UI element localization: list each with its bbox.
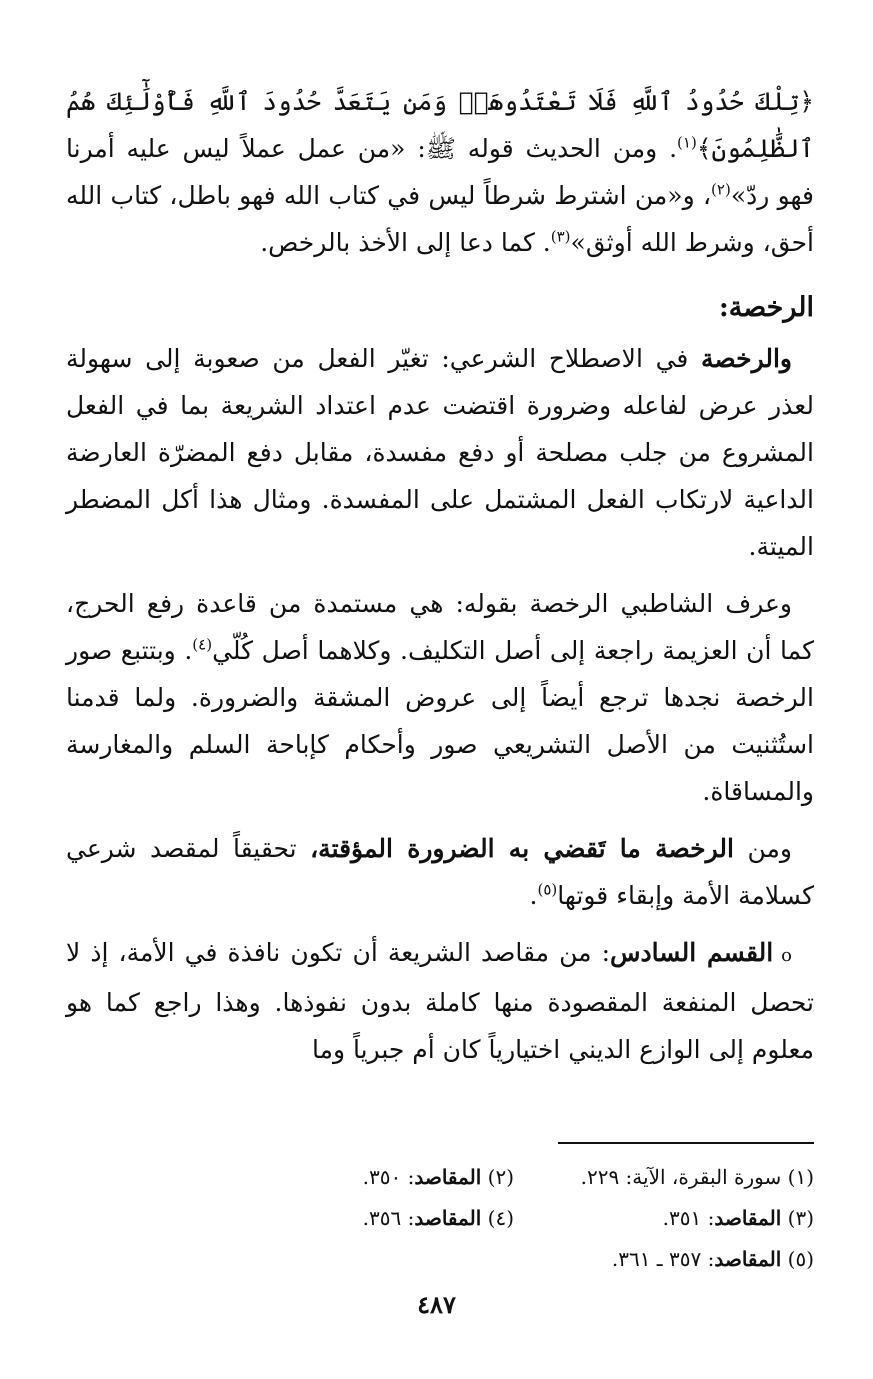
paragraph-text: . وبتتبع صور الرخصة نجدها ترجع أيضاً إلى عروض المشقة والضرورة. ولما قدمنا استُثنيت من الأصل التشريعي صور وأحكام كإباحة السلم والمغارسة والمساقاة. xyxy=(66,636,814,806)
bold-term: والرخصة xyxy=(701,344,792,373)
footnote-text: : ٣٥٠. xyxy=(362,1165,415,1189)
footnote-item xyxy=(514,1157,814,1198)
footnote-item xyxy=(514,1239,814,1280)
footnote-source: المقاصد xyxy=(714,1247,782,1271)
bullet-icon: o xyxy=(781,945,792,966)
footnote-source: المقاصد xyxy=(414,1206,482,1230)
footnote-number: (١) xyxy=(787,1165,814,1189)
paragraph-quran-hadith xyxy=(66,78,814,266)
page-number: ٤٨٧ xyxy=(417,1290,456,1319)
paragraph-shatibi xyxy=(66,580,814,815)
footnote-row xyxy=(214,1239,814,1280)
footnote-ref-4[interactable]: (٤) xyxy=(192,635,213,654)
footnotes xyxy=(214,1157,814,1280)
paragraph-necessity xyxy=(66,825,814,919)
paragraph-text: . كما دعا إلى الأخذ بالرخص. xyxy=(260,228,551,257)
paragraph-text: تحقيقاً لمقصد شرعي كسلامة الأمة وإبقاء قوتها xyxy=(66,834,814,910)
footnote-ref-2[interactable]: (٢) xyxy=(711,180,731,199)
paragraph-text: وعرف الشاطبي الرخصة بقوله: هي مستمدة من قاعدة رفع الحرج، كما أن العزيمة راجعة إلى أصل التكليف. وكلاهما أصل كُلّي xyxy=(66,589,814,665)
footnote-number: (٣) xyxy=(787,1206,814,1230)
footnote-row xyxy=(214,1157,814,1198)
paragraph-definition xyxy=(66,335,814,570)
footnote-number: (٥) xyxy=(787,1247,814,1271)
paragraph-text: . ومن الحديث قوله ﷺ: «من عمل عملاً ليس عليه أمرنا فهو ردّ» xyxy=(66,134,814,210)
footnote-item xyxy=(514,1198,814,1239)
paragraph-text: ، و«من اشترط شرطاً ليس في كتاب الله فهو باطل، كتاب الله أحق، وشرط الله أوثق» xyxy=(66,181,814,257)
footnote-text: : ٣٥٦. xyxy=(362,1206,415,1230)
bold-phrase: الرخصة ما تَقضي به الضرورة المؤقتة، xyxy=(310,834,734,863)
footnote-ref-5[interactable]: (٥) xyxy=(537,880,558,899)
footnote-source: المقاصد xyxy=(714,1206,782,1230)
footnote-ref-1[interactable]: (١) xyxy=(677,133,697,152)
section-heading: الرخصة: xyxy=(718,292,814,323)
footnote-item xyxy=(214,1157,514,1198)
footnote-ref-3[interactable]: (٣) xyxy=(550,227,571,246)
footnote-divider xyxy=(558,1142,814,1144)
paragraph-text: : من مقاصد الشريعة أن تكون نافذة في الأمة، إذ لا تحصل المنفعة المقصودة منها كاملة بدون نفوذها. وهذا راجع كما هو معلوم إلى الوازع الديني اختيارياً كان أم جبرياً وما xyxy=(66,938,814,1064)
footnote-text: سورة البقرة، الآية: ٢٢٩. xyxy=(580,1165,782,1189)
footnote-item xyxy=(214,1198,514,1239)
footnote-source: المقاصد xyxy=(414,1165,482,1189)
paragraph-sixth-section xyxy=(66,929,814,1073)
footnote-text: : ٣٥١. xyxy=(662,1206,715,1230)
footnote-text: : ٣٥٧ ـ ٣٦١. xyxy=(611,1247,715,1271)
footnote-row xyxy=(214,1198,814,1239)
paragraph-text: . xyxy=(529,881,538,910)
paragraph-text: ومن xyxy=(733,834,792,863)
quran-verse: ﴿تِلْكَ حُدُودُ ٱللَّهِ فَلَا تَعْتَدُوهَاۚ وَمَن يَتَعَدَّ حُدُودَ ٱللَّهِ فَأُوْلَٰٓئِكَ هُمُ ٱلظَّٰلِمُونَ﴾ xyxy=(66,87,814,163)
footnote-number: (٢) xyxy=(487,1165,514,1189)
paragraph-text: في الاصطلاح الشرعي: تغيّر الفعل من صعوبة إلى سهولة لعذر عرض لفاعله وضرورة اقتضت عدم اعتداد الشريعة بما في الفعل المشروع من جلب مصلحة أو دفع مفسدة، مقابل دفع المضرّة العارضة الداعية لارتكاب الفعل المشتمل على المفسدة. ومثال هذا أكل المضطر الميتة. xyxy=(66,344,814,561)
footnote-number: (٤) xyxy=(487,1206,514,1230)
bold-heading: القسم السادس xyxy=(610,938,774,967)
page-body xyxy=(66,78,814,1073)
